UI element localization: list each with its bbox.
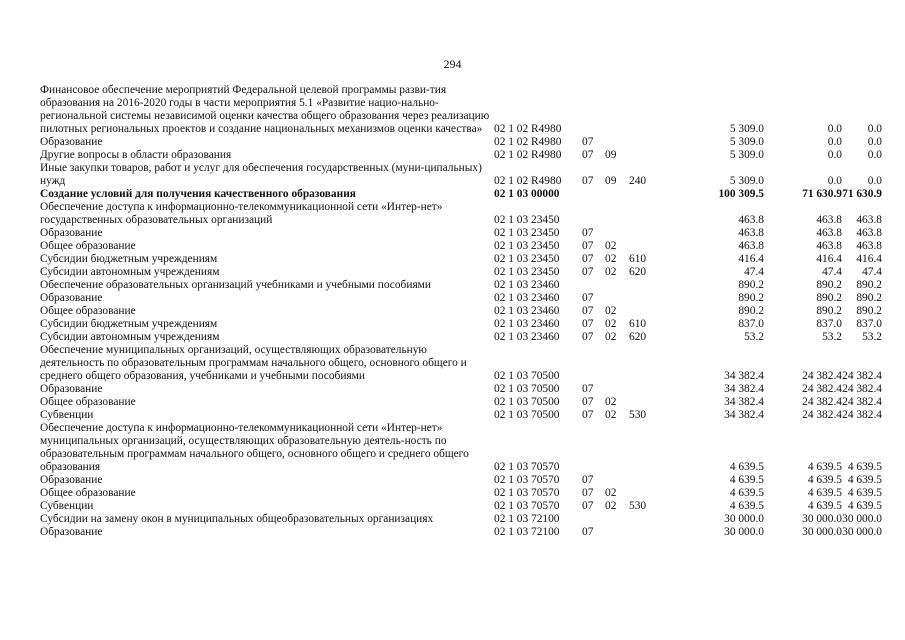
row-value-1: 5 309.0 — [729, 136, 764, 148]
table-row — [40, 331, 882, 344]
row-code: 02 1 03 70570 — [494, 474, 560, 486]
row-code: 02 1 03 23460 — [494, 292, 560, 304]
row-code: 02 1 03 23460 — [494, 331, 560, 343]
row-value-3: 0.0 — [867, 136, 882, 148]
table-row — [40, 526, 882, 539]
row-subsection: 02 — [605, 240, 617, 252]
row-value-3: 0.0 — [867, 149, 882, 161]
row-value-3: 463.8 — [856, 240, 882, 252]
row-section: 07 — [582, 331, 594, 343]
row-value-2: 4 639.5 — [807, 474, 842, 486]
row-code: 02 1 03 23450 — [494, 266, 560, 278]
row-value-1: 890.2 — [738, 279, 764, 291]
row-value-3: 30 000.0 — [842, 513, 882, 525]
row-name: Образование — [40, 526, 103, 538]
table-row — [40, 162, 882, 188]
table-row — [40, 474, 882, 487]
row-value-2: 890.2 — [816, 279, 842, 291]
row-name: Другие вопросы в области образования — [40, 149, 232, 161]
row-section: 07 — [582, 292, 594, 304]
row-code: 02 1 03 00000 — [494, 188, 560, 200]
row-subsection: 02 — [605, 331, 617, 343]
row-value-1: 5 309.0 — [729, 175, 764, 187]
table-row — [40, 487, 882, 500]
row-value-3: 24 382.4 — [842, 383, 882, 395]
row-name: Образование — [40, 136, 103, 148]
row-value-1: 4 639.5 — [729, 487, 764, 499]
row-section: 07 — [582, 500, 594, 512]
row-code: 02 1 02 R4980 — [494, 149, 562, 161]
row-code: 02 1 03 70570 — [494, 487, 560, 499]
row-value-3: 416.4 — [856, 253, 882, 265]
row-value-2: 4 639.5 — [807, 500, 842, 512]
row-value-3: 24 382.4 — [842, 409, 882, 421]
row-value-2: 4 639.5 — [807, 487, 842, 499]
row-name: Субвенции — [40, 500, 94, 512]
row-subsection: 02 — [605, 487, 617, 499]
row-name: Создание условий для получения качественного образования — [40, 188, 356, 200]
row-value-3: 71 630.9 — [842, 188, 882, 200]
row-code: 02 1 03 23460 — [494, 305, 560, 317]
row-value-2: 30 000.0 — [802, 513, 842, 525]
row-section: 07 — [582, 526, 594, 538]
row-value-3: 4 639.5 — [847, 500, 882, 512]
row-name: Обеспечение доступа к информационно-телекоммуникационной сети «Интер-нет» государственных образовательных организаций — [40, 201, 443, 226]
row-value-1: 34 382.4 — [724, 409, 764, 421]
row-code: 02 1 03 23460 — [494, 318, 560, 330]
row-value-1: 30 000.0 — [724, 526, 764, 538]
table-row — [40, 201, 882, 227]
table-row — [40, 149, 882, 162]
row-value-1: 416.4 — [738, 253, 764, 265]
row-value-3: 4 639.5 — [847, 487, 882, 499]
row-section: 07 — [582, 474, 594, 486]
row-name: Общее образование — [40, 487, 136, 499]
row-value-3: 4 639.5 — [847, 461, 882, 473]
row-code: 02 1 03 70500 — [494, 383, 560, 395]
row-code: 02 1 03 70570 — [494, 461, 560, 473]
row-value-2: 24 382.4 — [802, 383, 842, 395]
table-row — [40, 318, 882, 331]
row-value-1: 34 382.4 — [724, 383, 764, 395]
row-value-1: 890.2 — [738, 305, 764, 317]
row-name: Субвенции — [40, 409, 94, 421]
row-section: 07 — [582, 396, 594, 408]
row-code: 02 1 03 72100 — [494, 526, 560, 538]
table-row — [40, 344, 882, 383]
row-value-2: 0.0 — [827, 175, 842, 187]
table-row — [40, 136, 882, 149]
row-name: Образование — [40, 227, 103, 239]
row-subsection: 09 — [605, 149, 617, 161]
row-name: Субсидии автономным учреждениям — [40, 331, 220, 343]
row-code: 02 1 03 23450 — [494, 214, 560, 226]
row-subsection: 02 — [605, 396, 617, 408]
row-value-3: 890.2 — [856, 292, 882, 304]
row-subsection: 02 — [605, 318, 617, 330]
table-row — [40, 396, 882, 409]
row-value-3: 24 382.4 — [842, 370, 882, 382]
row-section: 07 — [582, 383, 594, 395]
row-code: 02 1 02 R4980 — [494, 136, 562, 148]
page-number: 294 — [443, 57, 462, 71]
row-value-1: 4 639.5 — [729, 461, 764, 473]
table-row — [40, 279, 882, 292]
row-code: 02 1 03 23450 — [494, 240, 560, 252]
row-value-1: 463.8 — [738, 227, 764, 239]
row-value-2: 24 382.4 — [802, 370, 842, 382]
row-section: 07 — [582, 318, 594, 330]
row-value-1: 4 639.5 — [729, 500, 764, 512]
row-value-1: 100 309.5 — [718, 188, 764, 200]
row-code: 02 1 03 23450 — [494, 227, 560, 239]
row-name: Субсидии автономным учреждениям — [40, 266, 220, 278]
row-name: Субсидии бюджетным учреждениям — [40, 318, 218, 330]
row-value-2: 71 630.9 — [802, 188, 842, 200]
table-row — [40, 305, 882, 318]
row-name: Обеспечение образовательных организаций учебниками и учебными пособиями — [40, 279, 431, 291]
row-section: 07 — [582, 409, 594, 421]
table-row — [40, 84, 882, 136]
table-row — [40, 500, 882, 513]
row-subsection: 02 — [605, 305, 617, 317]
row-value-2: 47.4 — [822, 266, 842, 278]
row-value-2: 463.8 — [816, 227, 842, 239]
table-row — [40, 253, 882, 266]
row-value-3: 53.2 — [862, 331, 882, 343]
row-section: 07 — [582, 305, 594, 317]
row-expense-type: 530 — [629, 409, 647, 421]
row-value-1: 34 382.4 — [724, 396, 764, 408]
row-section: 07 — [582, 149, 594, 161]
row-name: Образование — [40, 474, 103, 486]
row-value-3: 890.2 — [856, 305, 882, 317]
row-code: 02 1 03 70500 — [494, 409, 560, 421]
row-value-2: 463.8 — [816, 214, 842, 226]
row-name: Финансовое обеспечение мероприятий Федеральной целевой программы разви-тия образования на 2016-2020 годы в части мероприятия 5.1 «Развитие нацио-нально-региональной системы независимой оценки качества общего образования через реализацию пилотных региональных проектов и создание национальных механизмов оценки качества» — [40, 84, 490, 135]
row-value-3: 47.4 — [862, 266, 882, 278]
row-value-1: 34 382.4 — [724, 370, 764, 382]
row-value-3: 463.8 — [856, 227, 882, 239]
row-value-3: 0.0 — [867, 123, 882, 135]
row-value-2: 0.0 — [827, 123, 842, 135]
table-row — [40, 383, 882, 396]
row-code: 02 1 03 70570 — [494, 500, 560, 512]
row-code: 02 1 03 70500 — [494, 396, 560, 408]
row-section: 07 — [582, 266, 594, 278]
row-name: Общее образование — [40, 305, 136, 317]
row-name: Субсидии бюджетным учреждениям — [40, 253, 218, 265]
row-value-3: 890.2 — [856, 279, 882, 291]
table-row — [40, 240, 882, 253]
row-expense-type: 610 — [629, 253, 647, 265]
row-value-1: 53.2 — [744, 331, 764, 343]
row-value-1: 47.4 — [744, 266, 764, 278]
row-value-2: 463.8 — [816, 240, 842, 252]
row-value-2: 24 382.4 — [802, 409, 842, 421]
row-code: 02 1 03 23460 — [494, 279, 560, 291]
row-value-3: 837.0 — [856, 318, 882, 330]
row-expense-type: 240 — [629, 175, 647, 187]
row-value-1: 4 639.5 — [729, 474, 764, 486]
row-expense-type: 530 — [629, 500, 647, 512]
row-name: Иные закупки товаров, работ и услуг для обеспечения государственных (муни-ципальных) нужд — [40, 162, 482, 187]
row-expense-type: 610 — [629, 318, 647, 330]
row-name: Обеспечение муниципальных организаций, осуществляющих образовательную деятельность по образовательным программам начального общего, основного общего и среднего общего образования, учебниками и учебными пособиями — [40, 344, 467, 382]
row-section: 07 — [582, 240, 594, 252]
table-row — [40, 292, 882, 305]
table-row — [40, 513, 882, 526]
row-expense-type: 620 — [629, 266, 647, 278]
row-name: Образование — [40, 383, 103, 395]
row-value-3: 30 000.0 — [842, 526, 882, 538]
row-value-2: 30 000.0 — [802, 526, 842, 538]
table-row — [40, 188, 882, 201]
row-section: 07 — [582, 253, 594, 265]
row-subsection: 09 — [605, 175, 617, 187]
row-section: 07 — [582, 175, 594, 187]
row-subsection: 02 — [605, 500, 617, 512]
row-code: 02 1 02 R4980 — [494, 123, 562, 135]
row-value-3: 0.0 — [867, 175, 882, 187]
row-value-1: 30 000.0 — [724, 513, 764, 525]
row-name: Общее образование — [40, 240, 136, 252]
row-value-3: 4 639.5 — [847, 474, 882, 486]
row-value-1: 5 309.0 — [729, 149, 764, 161]
row-value-3: 463.8 — [856, 214, 882, 226]
row-section: 07 — [582, 227, 594, 239]
row-name: Общее образование — [40, 396, 136, 408]
table-row — [40, 422, 882, 474]
row-value-2: 24 382.4 — [802, 396, 842, 408]
row-value-1: 890.2 — [738, 292, 764, 304]
row-value-1: 837.0 — [738, 318, 764, 330]
row-code: 02 1 03 72100 — [494, 513, 560, 525]
row-value-1: 5 309.0 — [729, 123, 764, 135]
row-section: 07 — [582, 136, 594, 148]
row-value-3: 24 382.4 — [842, 396, 882, 408]
row-value-2: 0.0 — [827, 149, 842, 161]
table-row — [40, 227, 882, 240]
row-value-2: 416.4 — [816, 253, 842, 265]
row-code: 02 1 02 R4980 — [494, 175, 562, 187]
budget-table — [40, 84, 882, 539]
table-row — [40, 266, 882, 279]
row-value-2: 837.0 — [816, 318, 842, 330]
row-name: Обеспечение доступа к информационно-телекоммуникационной сети «Интер-нет» муниципальных организаций, осуществляющих образовательную деятель-ность по образовательным программам начального общего, основного общего и среднего общего образования — [40, 422, 469, 473]
row-subsection: 02 — [605, 253, 617, 265]
row-value-2: 53.2 — [822, 331, 842, 343]
row-code: 02 1 03 70500 — [494, 370, 560, 382]
table-row — [40, 409, 882, 422]
row-expense-type: 620 — [629, 331, 647, 343]
row-value-1: 463.8 — [738, 214, 764, 226]
row-section: 07 — [582, 487, 594, 499]
row-subsection: 02 — [605, 409, 617, 421]
row-name: Субсидии на замену окон в муниципальных общеобразовательных организациях — [40, 513, 434, 525]
row-value-2: 890.2 — [816, 292, 842, 304]
row-value-2: 890.2 — [816, 305, 842, 317]
row-subsection: 02 — [605, 266, 617, 278]
row-value-2: 4 639.5 — [807, 461, 842, 473]
row-code: 02 1 03 23450 — [494, 253, 560, 265]
row-name: Образование — [40, 292, 103, 304]
row-value-1: 463.8 — [738, 240, 764, 252]
row-value-2: 0.0 — [827, 136, 842, 148]
